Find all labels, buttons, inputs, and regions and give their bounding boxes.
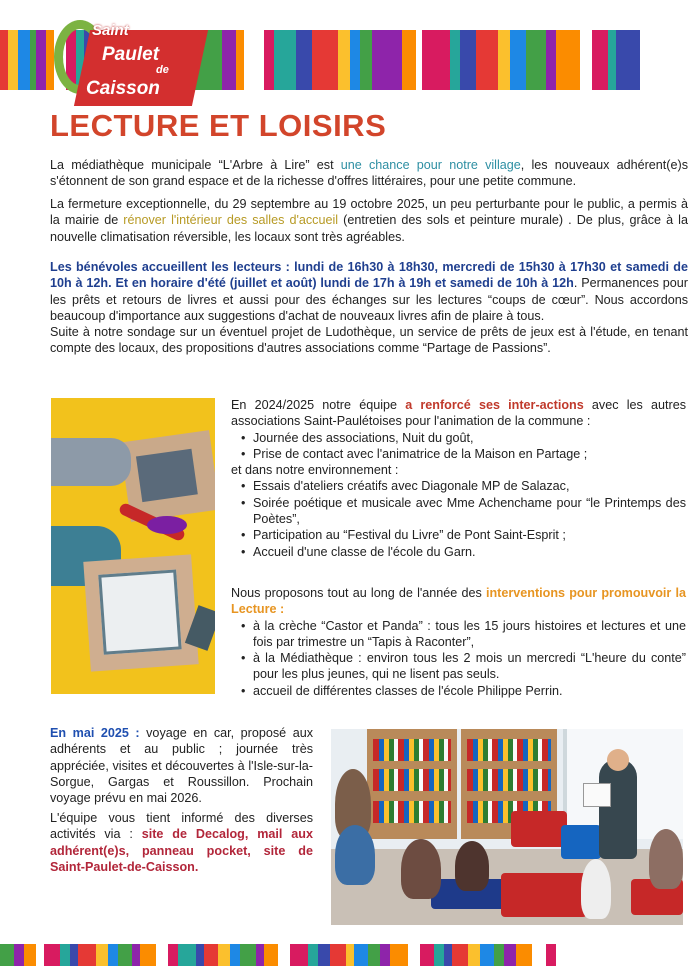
list-item: • Participation au “Festival du Livre” de Pont Saint-Esprit ; [253, 527, 686, 543]
stripe [24, 944, 36, 966]
info-channels: site de Decalog, mail aux adhérent(e)s, panneau pocket, site de Saint-Paulet-de-Caisson. [50, 827, 313, 874]
trip-label: En mai 2025 : [50, 726, 140, 740]
stripe [290, 944, 308, 966]
stripe [244, 30, 264, 90]
intro-paragraph [50, 157, 688, 190]
hours-dot: . [573, 276, 578, 291]
stripe [44, 944, 60, 966]
list-item: • accueil de différentes classes de l'école Philippe Perrin. [253, 683, 686, 699]
stripe [318, 944, 330, 966]
promotion-intro-a: Nous proposons tout au long de l'année des [231, 586, 486, 600]
closure-paragraph [50, 196, 688, 245]
stripe [0, 30, 8, 90]
promotion-list [231, 618, 686, 699]
stripe [444, 944, 452, 966]
stripe [60, 944, 70, 966]
stripe [350, 30, 360, 90]
list-item: • à la Médiathèque : environ tous les 2 mois un mercredi “L'heure du conte” pour les plus jeunes, qui ne lisent pas seuls. [253, 650, 686, 683]
stripe [36, 30, 46, 90]
logo-text-saint: Saint [92, 22, 129, 39]
stripe [516, 944, 532, 966]
partnerships-intro-c: avec les autres associations Saint-Paulétoises pour l'animation de la commune : [231, 398, 687, 429]
stripe [580, 30, 592, 90]
stripe [108, 944, 118, 966]
stripe [218, 944, 230, 966]
stripe [616, 30, 640, 90]
local-events-list [231, 430, 686, 463]
intro-text-c: , les nouveaux adhérent(e)s s'étonnent de son grand espace et de la richesse d'offres littéraires, pour une petite commune. [50, 158, 688, 189]
stripe [498, 30, 510, 90]
stripe [156, 944, 168, 966]
stripe [480, 944, 494, 966]
stripe [460, 30, 476, 90]
logo-text-paulet: Paulet [102, 44, 160, 65]
intro-highlight: une chance pour notre village [340, 158, 521, 172]
environment-list [231, 478, 686, 559]
stripe [592, 30, 608, 90]
stripe [452, 944, 468, 966]
stripe [608, 30, 616, 90]
intro-text-a: La médiathèque municipale “L'Arbre à Lire” est [50, 158, 341, 172]
logo-text-de: de [156, 64, 169, 76]
reading-promotion-section [231, 585, 686, 699]
stripe [14, 944, 24, 966]
stripe [354, 944, 368, 966]
stripe [532, 944, 546, 966]
village-logo [46, 8, 196, 100]
closure-highlight: rénover l'intérieur des salles d'accueil [123, 213, 339, 228]
stripe [338, 30, 350, 90]
stripe [494, 944, 504, 966]
stripe [264, 944, 278, 966]
stripe [140, 944, 156, 966]
permanences-text: Permanences pour les prêts et retours de livres et aussi pour des échanges sur les lectures “coups de cœur”. Nous accordons beaucoup d'importance aux suggestions d'achat de nouveaux livres afin de plaire à tous. [50, 276, 688, 323]
page-title: LECTURE ET LOISIRS [50, 108, 387, 143]
stripe [526, 30, 546, 90]
stripe [408, 944, 420, 966]
stripe [204, 944, 218, 966]
partnerships-section [231, 397, 686, 560]
stripe [434, 944, 444, 966]
closure-text-a: La fermeture exceptionnelle, du 29 septembre au 19 octobre 2025, un peu perturbante pour le public, a permis à la mairie de [50, 197, 688, 228]
stripe [118, 944, 132, 966]
stripe [70, 944, 78, 966]
closure-text-c: (entretien des sols et peinture murale) . De plus, grâce à la nouvelle climatisation réversible, les locaux sont très agréables. [50, 213, 688, 244]
stripe [264, 30, 274, 90]
list-item: • Accueil d'une classe de l'école du Garn. [253, 544, 686, 560]
stripe [546, 30, 556, 90]
stripe [230, 944, 240, 966]
stripe [420, 944, 434, 966]
list-item: • Prise de contact avec l'animatrice de la Maison en Partage ; [253, 446, 686, 462]
story-time-photo [331, 729, 683, 925]
stripe [312, 30, 338, 90]
stripe [556, 30, 580, 90]
stripe [236, 30, 244, 90]
craft-activity-photo [51, 398, 215, 694]
stripe [504, 944, 516, 966]
stripe [96, 944, 108, 966]
list-item: • Journée des associations, Nuit du goût, [253, 430, 686, 446]
stripe [8, 30, 18, 90]
stripe [78, 944, 96, 966]
stripe [402, 30, 416, 90]
trip-text: voyage en car, proposé aux adhérents et au public ; journée très appréciée, visites et découvertes à l'Isle-sur-la-Sorgue, Gargas et Roussillon. Prochain voyage prévu en mai 2026. [50, 726, 313, 806]
stripe [274, 30, 296, 90]
stripe [372, 30, 402, 90]
stripe [18, 30, 30, 90]
environment-heading: et dans notre environnement : [231, 463, 399, 478]
trip-section [50, 725, 313, 806]
stripe [0, 944, 14, 966]
partnerships-intro-a: En 2024/2025 notre équipe [231, 398, 406, 412]
stripe [390, 944, 408, 966]
stripe [468, 944, 480, 966]
opening-hours: Les bénévoles accueillent les lecteurs : lundi de 16h30 à 18h30, mercredi de 15h30 à 17h30 et samedi de 10h à 12h. Et en horaire d'été (juillet et août) lundi de 17h à 19h et samedi de 10h à 12h [50, 260, 688, 291]
stripe [380, 944, 390, 966]
hours-paragraph [50, 259, 688, 357]
stripe [278, 944, 290, 966]
stripe [476, 30, 498, 90]
stripe [168, 944, 178, 966]
stripe [330, 944, 346, 966]
stripe [510, 30, 526, 90]
bottom-stripe-band [0, 944, 700, 966]
stripe [368, 944, 380, 966]
info-text: L'équipe vous tient informé des diverses activités via : [50, 811, 313, 842]
stripe [132, 944, 140, 966]
stripe [360, 30, 372, 90]
stripe [546, 944, 556, 966]
stripe [308, 944, 318, 966]
list-item: • à la crèche “Castor et Panda” : tous les 15 jours histoires et lectures et une fois par trimestre un “Tapis à Raconter”, [253, 618, 686, 651]
stripe [240, 944, 256, 966]
stripe [296, 30, 312, 90]
stripe [178, 944, 196, 966]
stripe [450, 30, 460, 90]
list-item: • Soirée poétique et musicale avec Mme Achenchame pour “le Printemps des Poètes”, [253, 495, 686, 528]
stripe [36, 944, 44, 966]
list-item: • Essais d'ateliers créatifs avec Diagonale MP de Salazac, [253, 478, 686, 494]
stripe [346, 944, 354, 966]
logo-text-caisson: Caisson [86, 78, 160, 99]
stripe [196, 944, 204, 966]
info-section [50, 810, 313, 875]
ludotheque-text: Suite à notre sondage sur un éventuel projet de Ludothèque, un service de prêts de jeux est à l'étude, en tenant compte des locaux, des propositions d'autres associations comme “Partage de Passions”. [50, 325, 688, 356]
promotion-highlight: interventions pour promouvoir la Lecture : [231, 586, 686, 617]
stripe [256, 944, 264, 966]
partnerships-highlight: a renforcé ses inter-actions [405, 398, 584, 412]
stripe [222, 30, 236, 90]
stripe [422, 30, 450, 90]
